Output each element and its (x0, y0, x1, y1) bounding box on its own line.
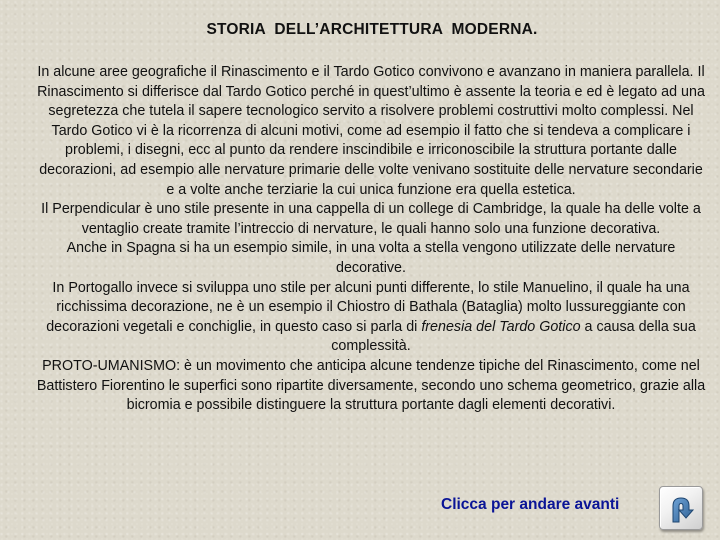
body-text (34, 63, 708, 416)
paragraph-portugal (34, 279, 708, 357)
paragraph-late-gothic: In alcune aree geografiche il Rinascimento e il Tardo Gotico convivono e avanzano in maniera parallela. Il Rinascimento si differisce dal Tardo Gotico perché in quest’ultimo è assente la teoria e ed è legato ad una segretezza che tutela il sapere tecnologico servito a risolvere problemi costruttivi molto complessi. Nel Tardo Gotico vi è la ricorrenza di alcuni motivi, come ad esempio il fatto che si tendeva a complicare i problemi, i disegni, ecc al punto da rendere inscindibile e irriconoscibile la struttura portante dalle decorazioni, ad esempio alle nervature primarie delle volte venivano sostituite delle nervature secondarie e a volte anche terziarie la cui unica funzione era quella estetica. (37, 64, 705, 198)
paragraph-perpendicular: Il Perpendicular è uno stile presente in una cappella di un college di Cambridge, la quale ha delle volte a ventaglio create tramite l’intreccio di nervature, le quali hanno solo una funzione decorativa. (41, 201, 701, 237)
paragraph-portugal-italic: frenesia del Tardo Gotico (421, 318, 581, 335)
next-button[interactable] (659, 486, 703, 530)
paragraph-spain: Anche in Spagna si ha un esempio simile, in una volta a stella vengono utilizzate delle nervature decorative. (66, 240, 676, 276)
paragraph-proto-humanism: PROTO-UMANISMO: è un movimento che anticipa alcune tendenze tipiche del Rinascimento, come nel Battistero Fiorentino le superfici sono ripartite diversamente, secondo uno schema geometrico, grazie alla bicromia e possibile distinguere la struttura portante dagli elementi decorativi. (36, 357, 706, 414)
slide-title: STORIA DELL’ARCHITETTURA MODERNA. (206, 21, 538, 38)
next-link[interactable]: Clicca per andare avanti (441, 496, 620, 513)
paragraph-portugal-text: In Portogallo invece si sviluppa uno stile per alcuni punti differente, lo stile Manuelino, il quale ha una ricchissima decorazione, ne è un esempio il Chiostro di Bathala (Bataglia) molto lussureggiante con decorazioni vegetali e conchiglie, in questo caso si parla di (46, 279, 690, 335)
paragraph-portugal-end: a causa della sua complessità. (331, 318, 696, 355)
u-turn-arrow-icon (664, 491, 698, 525)
